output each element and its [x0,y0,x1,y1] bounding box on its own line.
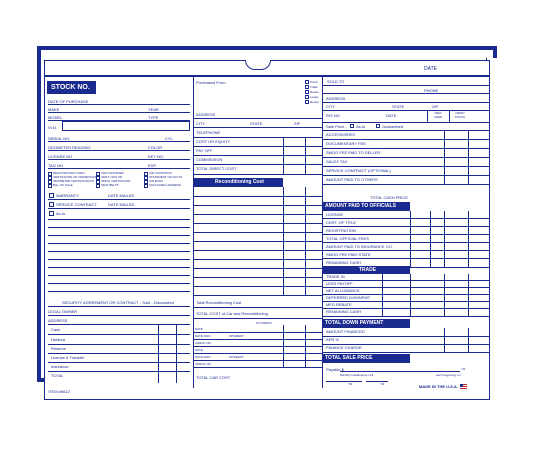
item-number: ITEM #5612 [48,389,70,394]
floor-row: CHECK NO. [195,341,212,345]
doc-item: STATEMENT OF FACTS [149,175,183,179]
total-cash-price-label: TOTAL CASH PRICE [370,195,408,200]
line [48,168,190,169]
year-label: YEAR [148,107,159,112]
charge-row: SMOG FEE PAID TO SELLER [326,150,381,155]
purchase-type-options [305,80,322,108]
sale-charges-table [322,130,490,184]
charge-row: SALES TAX [326,159,348,164]
as-is-sale-checkbox[interactable] [350,124,354,128]
trade-row: LESS PAYOFF [326,281,353,286]
purch-checkbox[interactable] [305,80,309,84]
line [193,307,322,308]
line [48,141,190,142]
yr-label-2: YR. [380,382,386,386]
security-row: License & Transfer [51,355,85,360]
new-used-option[interactable]: NEW USED [433,111,443,119]
doc-item: ODOMETER CERTIFICATION [53,179,94,183]
purchased-from-label: Purchased From [196,80,226,85]
trade-table [322,274,490,316]
down-payment-heading: TOTAL DOWN PAYMENT [322,319,410,328]
line [340,371,460,372]
charge-row: ACCESSORIES [326,132,355,137]
finance-row: FINANCE CHARGE [326,345,362,350]
finance-row: AMOUNT FINANCED [326,329,365,334]
charge-row: SERVICE CONTRACT (OPTIONAL) [326,168,391,173]
trade-row: MFG REBATE [326,302,352,307]
service-contract-checkbox[interactable] [49,202,54,207]
purch-option: Lease [310,95,319,99]
interest-label: INTEREST [229,355,244,359]
doc-item: LIEN SATISFIED [101,171,124,175]
official-row: REMAINING CASH [326,260,361,265]
line [48,159,190,160]
doc-checkbox[interactable] [96,184,100,188]
type-label: TYPE [148,115,159,120]
vin-boxes[interactable] [62,121,190,131]
line [48,306,190,307]
floor-row: DATE PAID [195,334,211,338]
line [326,381,362,382]
sale-zip-label: ZIP [432,104,439,109]
each-beginning-label: each beginning on [436,373,461,377]
trade-row: REMAINING CASH [326,309,361,314]
officials-heading: AMOUNT PAID TO OFFICIALS [322,202,410,211]
finance-row: APR % [326,337,339,342]
phone-label: PHONE [424,88,439,93]
line [322,85,490,86]
sold-to-label: SOLD TO [327,79,345,84]
trade-checkbox[interactable] [305,85,309,89]
doc-item: CERT. NON OP. [101,175,123,179]
official-row: REGISTRATION [326,228,356,233]
warranty-label: WARRANTY [56,193,79,198]
security-row: Cash [51,327,61,332]
doc-item: CERTIFICATE OF OWNERSHIP [53,175,97,179]
official-row: AMOUNT PAID TO INSURANCE CO. [326,244,393,249]
notes-area[interactable] [48,219,190,295]
sale-state-label: STATE [392,104,405,109]
sale-address-label: ADDRESS [326,96,346,101]
line [193,127,322,128]
officials-table [322,211,490,267]
official-row: LICENSE [326,212,344,217]
doc-item: SEAT BELTS [101,183,119,187]
monthly-label: Monthly Installments of $ [340,373,374,377]
floor-row: DATE [195,348,203,352]
service-contract-label: SERVICE CONTRACT [56,202,97,207]
guaranteed-label: Guaranteed [382,124,404,129]
line [48,150,190,151]
total-sale-heading: TOTAL SALE PRICE [322,354,410,363]
as-is-sale-label: As-Is [356,124,366,129]
security-table [48,325,190,383]
line [427,110,428,122]
total-cost-recon-label: TOTAL COST of Car and Reconditioning [196,311,268,316]
line [449,110,450,122]
payable-label: Payable $ [326,367,344,372]
finance-table [322,328,490,352]
trade-row: DEFERRED DOWNPMT [326,295,371,300]
cost-row: PAY OFF [196,148,213,153]
floor-row: DATE [195,327,203,331]
purch-option: Repos [310,90,319,94]
flooring-table [193,325,322,367]
yr-label: YR. [348,382,354,386]
as-is-checkbox[interactable] [49,211,54,216]
stock-no-label: STOCK NO. [47,81,96,94]
rental-checkbox[interactable] [305,100,309,104]
security-row: Holdout [51,337,65,342]
purchase-zip-label: ZIP [294,121,301,126]
legal-owner-label: LEGAL OWNER [48,309,78,314]
official-row: SMOG FEE PAID STATE [326,252,371,257]
purch-option: Purch [310,80,318,84]
doc-item: BILL OF SALE [53,183,73,187]
model-label: MODEL [48,115,63,120]
charge-row: AMOUNT PAID TO OTHERS [326,177,378,182]
floor-row: DATE PAID [195,355,211,359]
line [322,122,490,123]
cost-row: TOTAL DIRECT COST [196,166,237,171]
line [48,112,190,113]
date-label: DATE [424,66,437,72]
charge-row: DOCUMENTARY FEE [326,141,366,146]
purchase-state-label: STATE [250,121,263,126]
color-label: COLOR [148,145,163,150]
security-row: Reserve [51,346,66,351]
trade-row: TRADE IN [326,274,345,279]
line [48,104,190,105]
date-mailed-label: DATE MAILED [108,193,135,198]
security-row: TOTAL [51,373,64,378]
as-is-label: As-Is [56,211,66,216]
doc-item: REGISTRATION CARD [53,171,85,175]
guaranteed-checkbox[interactable] [376,124,380,128]
recon-cost-heading: Reconditioning Cost [193,178,283,187]
doc-item: AIR BAGS [149,179,164,183]
total-recon-label: Total Reconditioning Cost [196,300,242,305]
date-of-purchase-label: DATE OF PURCHASE [48,99,89,104]
line [322,102,490,103]
total-car-cost-label: TOTAL CAR COST [196,375,231,380]
payable-yr: YR. [461,367,467,371]
us-flag-icon [460,384,467,389]
trade-heading: TRADE [322,266,410,274]
line [48,208,190,209]
cost-row: COST OR EQUITY [196,139,231,144]
cost-row: COMMISSION [196,157,223,162]
doc-item: SHOULDER HARNESS [149,183,182,187]
recon-cost-grid[interactable] [193,187,322,295]
rs-no-label: R/S NO. [326,113,341,118]
make-label: MAKE [48,107,60,112]
line [193,318,322,319]
demo-truck-option[interactable]: DEMO TRUCK [454,111,466,119]
purchase-city-label: CITY [196,121,206,126]
security-heading: SECURITY AGREEMENT OR CONTRACT - Sold - Discounted [62,300,174,305]
purchase-address-label: ADDRESS [196,112,216,117]
document-checklist [48,171,190,188]
repos-checkbox[interactable] [305,90,309,94]
purch-option: Rental [310,100,319,104]
doc-checkbox[interactable] [144,184,148,188]
lease-checkbox[interactable] [305,95,309,99]
line [48,199,190,200]
date-mailed-2-label: DATE MAILED [108,202,135,207]
cyl-label: CYL. [165,136,174,141]
sale-price-label: Sale Price - [326,124,347,129]
key-no-label: KEY NO. [148,154,165,159]
sale-date-label: DATE [386,113,397,118]
serial-no-label: SERIAL NO. [48,136,71,141]
official-row: TOTAL OFFICIAL FEES [326,236,369,241]
purchase-cost-table [193,137,322,175]
tag-no-label: TAG NO. [48,163,65,168]
telephone-label: TELEPHONE [196,130,221,135]
flooring-label: FLOORING [256,321,272,325]
floor-row: CHECK NO. [195,362,212,366]
warranty-checkbox[interactable] [49,193,54,198]
official-row: CERT. OF TITLE [326,220,357,225]
interest-label: INTEREST [229,334,244,338]
license-no-label: LICENSE NO. [48,154,74,159]
sale-city-label: CITY [326,104,336,109]
exp-label: EXP. [148,163,157,168]
trade-row: NET ALLOWANCE [326,288,360,293]
security-address-label: ADDRESS [48,318,68,323]
odometer-label: ODOMETER READING [48,145,91,150]
line [193,118,322,119]
security-row: Insurance [51,364,69,369]
line [322,93,490,94]
purch-option: Trade [310,85,318,89]
line [48,315,190,316]
made-in-usa: MADE IN THE U.S.A. [419,384,458,389]
doc-item: SMOG CERTIFICATE [101,179,131,183]
doc-item: AIR CONDITION [149,171,172,175]
doc-checkbox[interactable] [48,184,52,188]
top-band [44,75,490,77]
vin-label: VI.N. [48,125,57,130]
